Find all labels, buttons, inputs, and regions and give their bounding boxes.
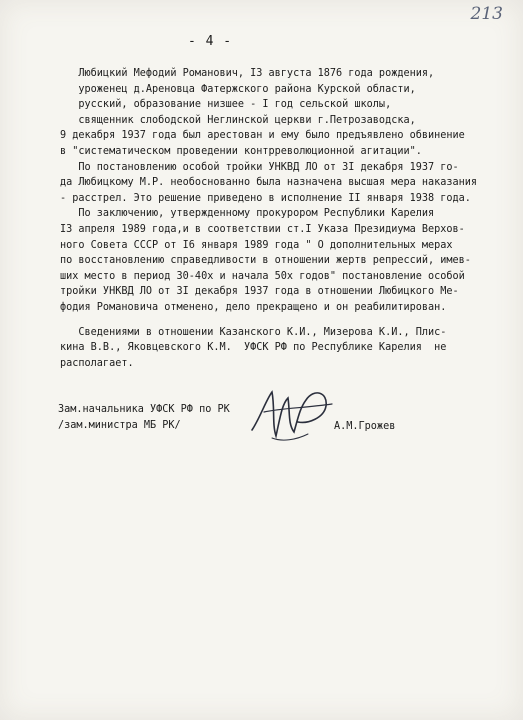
signatory-title-line1: Зам.начальника УФСК РФ по РК	[58, 404, 230, 415]
paragraph2-line: да Любицкому М.Р. необоснованно была назначена высшая мера наказания	[60, 177, 478, 189]
paragraph3-line: ного Совета СССР от I6 января 1989 года " О дополнительных мерах	[60, 239, 453, 251]
paragraph1-line: 9 декабря 1937 года был арестован и ему было предъявлено обвинение	[60, 130, 465, 142]
paragraph1-line: священник слободской Неглинской церкви г.Петрозаводска,	[60, 114, 416, 126]
page-number: - 4 -	[188, 34, 233, 49]
paragraph2-line: По постановлению особой тройки УНКВД ЛО от 3I декабря 1937 го-	[60, 161, 459, 173]
paragraph3-line: ших место в период 30-40х и начала 50х годов" постановление особой	[60, 270, 465, 282]
paragraph1-line: в "систематическом проведении контрреволюционной агитации".	[60, 145, 422, 157]
signatory-title-line2: /зам.министра МБ РК/	[58, 420, 181, 431]
paragraph1-line: Любицкий Мефодий Романович, I3 августа 1876 года рождения,	[60, 68, 435, 79]
document-body	[60, 66, 500, 371]
paragraph3-line: фодия Романовича отменено, дело прекращено и он реабилитирован.	[60, 301, 447, 313]
paragraph4-line: располагает.	[60, 357, 134, 369]
paragraph4-line: кина В.В., Яковцевского К.М. УФСК РФ по Республике Карелия не	[60, 342, 447, 354]
paragraph4-line: Сведениями в отношении Казанского К.И., Мизерова К.И., Плис-	[60, 326, 447, 338]
paragraph1-line: уроженец д.Ареновца Фатержского района Курской области,	[60, 83, 416, 95]
paragraph3-line: I3 апреля 1989 года,и в соответствии ст.I Указа Президиума Верхов-	[60, 223, 465, 235]
paragraph3-line: По заключению, утвержденному прокурором Республики Карелия	[60, 208, 435, 220]
archive-page-number: 213	[470, 4, 503, 24]
handwritten-signature	[242, 378, 338, 448]
paragraph3-line: по восстановлению справедливости в отношении жертв репрессий, имев-	[60, 255, 471, 267]
paragraph2-line: - расстрел. Это решение приведено в исполнение II января 1938 года.	[60, 192, 471, 204]
signatory-name: А.М.Грожев	[334, 421, 396, 432]
paragraph1-line: русский, образование низшее - I год сельской школы,	[60, 99, 392, 111]
paragraph3-line: тройки УНКВД ЛО от 3I декабря 1937 года в отношении Любицкого Ме-	[60, 286, 459, 298]
